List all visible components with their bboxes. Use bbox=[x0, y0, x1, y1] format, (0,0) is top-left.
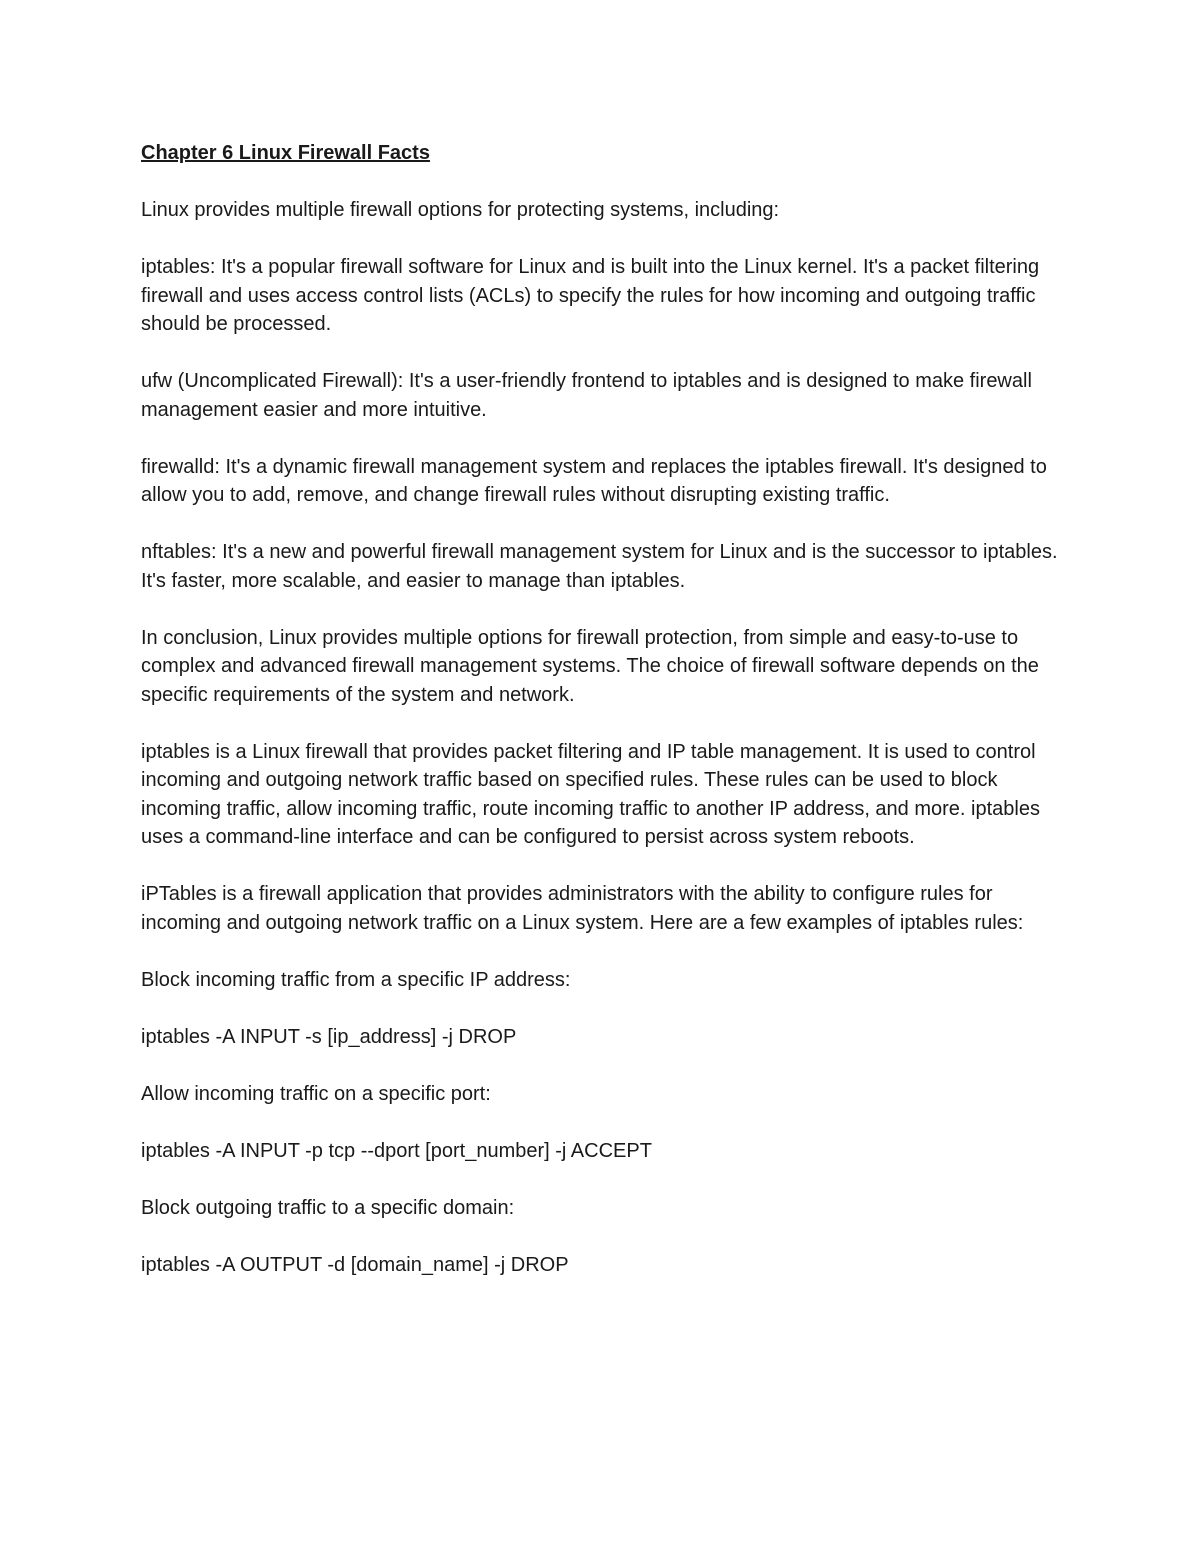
document-title: Chapter 6 Linux Firewall Facts bbox=[141, 142, 430, 164]
nftables-paragraph: nftables: It's a new and powerful firewall management system for Linux and is the successor to iptables. It's faster, more scalable, and easier to manage than iptables. bbox=[141, 541, 1058, 592]
iptables-paragraph: iptables: It's a popular firewall software for Linux and is built into the Linux kernel. It's a packet filtering firewall and uses access control lists (ACLs) to specify the rules for how incoming and outgoing traffic should be processed. bbox=[141, 256, 1040, 335]
intro-paragraph: Linux provides multiple firewall options for protecting systems, including: bbox=[141, 199, 780, 221]
example-allow-port-command: iptables -A INPUT -p tcp --dport [port_number] -j ACCEPT bbox=[141, 1139, 652, 1162]
firewalld-paragraph: firewalld: It's a dynamic firewall management system and replaces the iptables firewall. It's designed to allow you to add, remove, and change firewall rules without disrupting existing traffic. bbox=[141, 455, 1047, 506]
example-block-ip-label: Block incoming traffic from a specific IP address: bbox=[141, 968, 571, 991]
example-block-domain-label: Block outgoing traffic to a specific domain: bbox=[141, 1196, 515, 1219]
example-allow-port-label: Allow incoming traffic on a specific port: bbox=[141, 1082, 491, 1105]
example-block-domain-command: iptables -A OUTPUT -d [domain_name] -j DROP bbox=[141, 1253, 569, 1276]
conclusion-paragraph: In conclusion, Linux provides multiple options for firewall protection, from simple and easy-to-use to complex and advanced firewall management systems. The choice of firewall software depends on the specific requirements of the system and network. bbox=[141, 626, 1039, 706]
iptables-examples-intro: iPTables is a firewall application that provides administrators with the ability to configure rules for incoming and outgoing network traffic on a Linux system. Here are a few examples of iptables rules: bbox=[141, 883, 1024, 934]
document-body bbox=[141, 139, 1061, 1308]
ufw-paragraph: ufw (Uncomplicated Firewall): It's a user-friendly frontend to iptables and is designed to make firewall management easier and more intuitive. bbox=[141, 370, 1032, 421]
example-block-ip-command: iptables -A INPUT -s [ip_address] -j DROP bbox=[141, 1025, 517, 1048]
iptables-description-paragraph: iptables is a Linux firewall that provides packet filtering and IP table management. It is used to control incoming and outgoing network traffic based on specified rules. These rules can be used to block incoming traffic, allow incoming traffic, route incoming traffic to another IP address, and more. iptables uses a command-line interface and can be configured to persist across system reboots. bbox=[141, 740, 1040, 848]
